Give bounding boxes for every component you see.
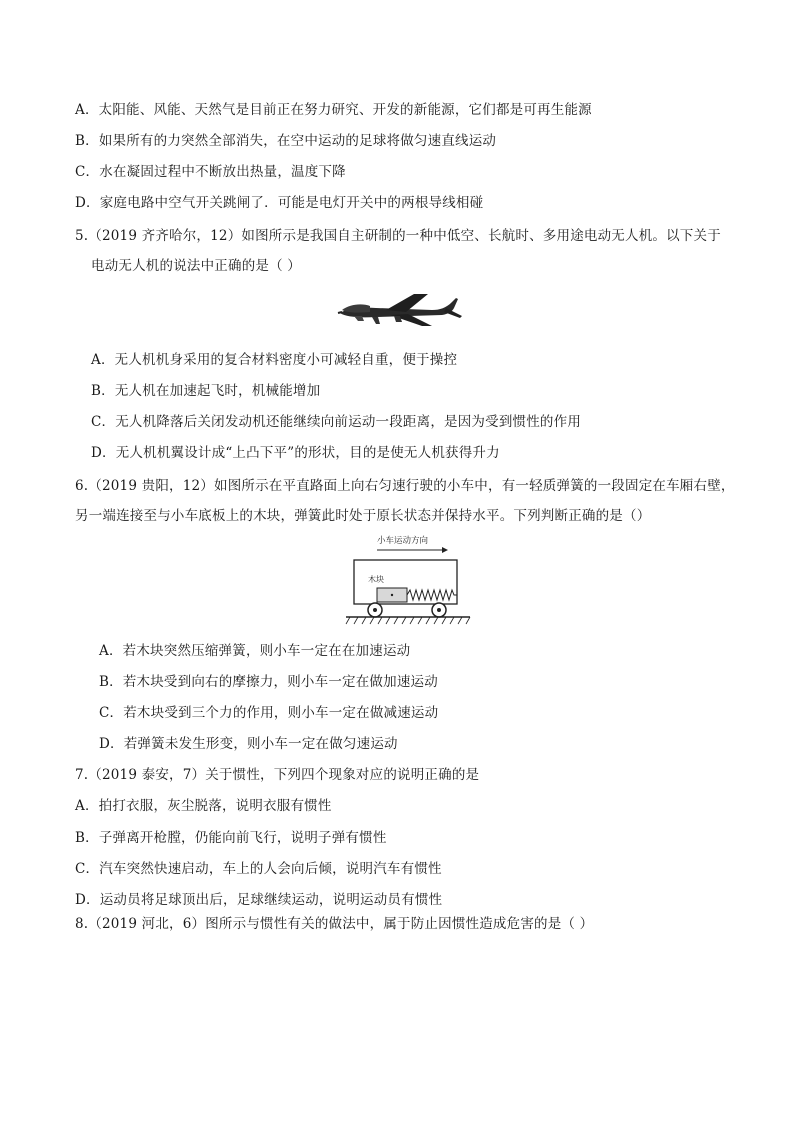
q5-option-c: C．无人机降落后关闭发动机还能继续向前运动一段距离，是因为受到惯性的作用 [91, 414, 582, 430]
q7-option-d: D．运动员将足球顶出后，足球继续运动，说明运动员有惯性 [75, 892, 443, 908]
q4-option-a: A．太阳能、风能、天然气是目前正在努力研究、开发的新能源，它们都是可再生能源 [75, 102, 592, 118]
cart-figure [344, 532, 474, 632]
block-label: 木块 [368, 575, 384, 584]
q5-option-a: A．无人机机身采用的复合材料密度小可减轻自重，便于操控 [91, 352, 458, 368]
q4-option-c: C．水在凝固过程中不断放出热量，温度下降 [75, 164, 346, 180]
q7-stem: 7.（2019 泰安，7）关于惯性，下列四个现象对应的说明正确的是 [75, 767, 480, 783]
q6-option-d: D．若弹簧未发生形变，则小车一定在做匀速运动 [99, 736, 398, 752]
q8-stem: 8.（2019 河北，6）图所示与惯性有关的做法中，属于防止因惯性造成危害的是（ ） [75, 916, 594, 932]
q6-stem-line1: 6.（2019 贵阳，12）如图所示在平直路面上向右匀速行驶的小车中，有一轻质弹簧的一段固定在车厢右壁， [75, 478, 735, 494]
q5-stem-line2: 电动无人机的说法中正确的是（ ） [91, 258, 301, 274]
q6-option-b: B．若木块受到向右的摩擦力，则小车一定在做加速运动 [99, 674, 438, 690]
drone-image [336, 286, 464, 334]
q7-option-a: A．拍打衣服，灰尘脱落，说明衣服有惯性 [75, 798, 332, 814]
q5-option-b: B．无人机在加速起飞时，机械能增加 [91, 383, 321, 399]
q6-option-c: C．若木块受到三个力的作用，则小车一定在做减速运动 [99, 705, 439, 721]
cart-diagram [344, 532, 474, 632]
q4-option-d: D．家庭电路中空气开关跳闸了．可能是电灯开关中的两根导线相碰 [75, 195, 484, 211]
q6-option-a: A．若木块突然压缩弹簧，则小车一定在在加速运动 [99, 643, 411, 659]
drone-figure [336, 286, 464, 334]
q5-stem-line1: 5.（2019 齐齐哈尔，12）如图所示是我国自主研制的一种中低空、长航时、多用途电动无人机。以下关于 [75, 228, 721, 244]
q6-stem-line2: 另一端连接至与小车底板上的木块，弹簧此时处于原长状态并保持水平。下列判断正确的是（） [75, 508, 651, 524]
q5-option-d: D．无人机机翼设计成“上凸下平”的形状，目的是使无人机获得升力 [91, 445, 500, 461]
q7-option-b: B．子弹离开枪膛，仍能向前飞行，说明子弹有惯性 [75, 830, 387, 846]
q7-option-c: C．汽车突然快速启动，车上的人会向后倾，说明汽车有惯性 [75, 861, 442, 877]
direction-label: 小车运动方向 [377, 536, 429, 546]
q4-option-b: B．如果所有的力突然全部消失，在空中运动的足球将做匀速直线运动 [75, 133, 497, 149]
